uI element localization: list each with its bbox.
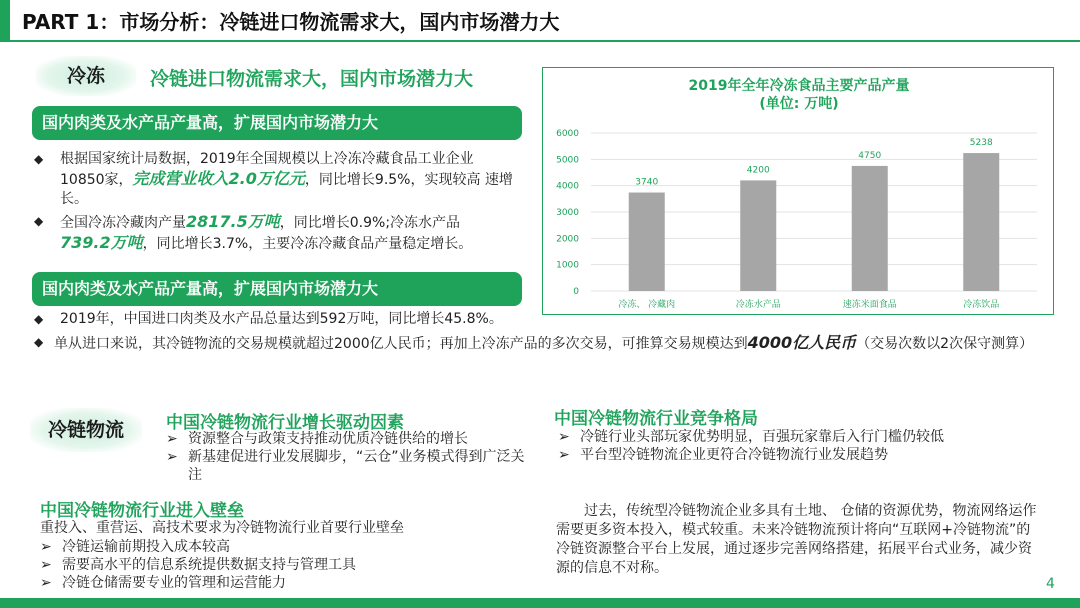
diamond-bullet-icon: ◆ [34,214,44,228]
data-label: 5238 [969,138,993,149]
bullet-enterprise-stats: ◆ 根据国家统计局数据，2019年全国规模以上冷冻冷藏食品工业企业 10850家，完成营业收入2.0万亿元，同比增长9.5%，实现较高 速增长。 [34,151,513,207]
list-item: ➢ 冷链行业头部玩家优势明显，百强玩家靠后入行门槛仍较低 [558,429,944,445]
tag-lianliu: 冷链物流 [30,408,142,452]
y-tick-label: 5000 [556,155,579,166]
barrier-lead: 重投入、重营运、高技术要求为冷链物流行业首要行业壁垒 [40,520,404,536]
y-tick-label: 0 [573,287,579,297]
data-label: 4750 [858,150,882,161]
list-item: ➢ 冷链仓储需要专业的管理和运营能力 [40,575,286,591]
banner-domestic-1: 国内肉类及水产品产量高，扩展国内市场潜力大 [32,106,522,140]
x-tick-label: 冷冻水产品 [735,300,781,310]
arrow-bullet-icon: ➢ [558,447,570,463]
chart-subtitle: (单位: 万吨) [759,96,839,112]
arrow-bullet-icon: ➢ [166,449,178,465]
bar [852,166,888,291]
banner-domestic-2: 国内肉类及水产品产量高，扩展国内市场潜力大 [32,272,522,306]
arrow-bullet-icon: ➢ [166,431,178,447]
section-heading: 冷链进口物流需求大，国内市场潜力大 [150,68,474,90]
compete-heading: 中国冷链物流行业竞争格局 [554,409,758,429]
y-tick-label: 4000 [556,181,579,192]
y-tick-label: 2000 [556,234,579,245]
chart-svg [543,68,1055,316]
x-tick-label: 速冻米面食品 [842,300,897,310]
y-tick-label: 6000 [556,129,579,139]
list-item: ➢ 新基建促进行业发展脚步，“云仓”业务模式得到广泛关注 [166,449,525,483]
diamond-bullet-icon: ◆ [34,152,44,166]
bar [740,180,776,291]
data-label: 3740 [635,177,659,188]
arrow-bullet-icon: ➢ [40,557,52,573]
y-tick-label: 1000 [556,260,579,271]
page-number: 4 [1046,576,1055,592]
chart-title: 2019年全年冷冻食品主要产品产量 [688,78,910,94]
x-tick-label: 冷冻饮品 [963,300,1000,310]
bar [629,193,665,291]
tag-lengdong: 冷冻 [36,56,136,96]
bullet-production-stats: ◆ 全国冷冻冷藏肉产量2817.5万吨，同比增长0.9%;冷冻水产品 739.2万吨，同比增长3.7%，主要冷冻冷藏食品产量稳定增长。 [34,212,473,252]
header-accent [0,0,10,42]
y-tick-label: 3000 [556,208,579,218]
bar [963,153,999,291]
drive-list [166,430,526,484]
arrow-bullet-icon: ➢ [558,429,570,445]
compete-list [558,428,1038,464]
outlook-paragraph: 过去，传统型冷链物流企业多具有土地、 仓储的资源优势，物流网络运作需要更多资本投入，模式较重。未来冷链物流预计将向“互联网+冷链物流”的冷链资源整合平台上发展，通过逐步完善网络搭建，拓展平台式业务，减少资源的信息不对称。 [556,503,1037,576]
list-item: ➢ 需要高水平的信息系统提供数据支持与管理工具 [40,557,356,573]
list-item: ➢ 资源整合与政策支持推动优质冷链供给的增长 [166,431,468,447]
diamond-bullet-icon: ◆ [34,335,44,349]
drive-heading: 中国冷链物流行业增长驱动因素 [166,413,404,433]
page-title: PART 1：市场分析：冷链进口物流需求大，国内市场潜力大 [22,10,560,34]
bullet-trade-scale: ◆ 单从进口来说，其冷链物流的交易规模就超过2000亿人民币；再加上冷冻产品的多次交易，可推算交易规模达到4000亿人民币（交易次数以2次保守测算） [34,333,1034,352]
arrow-bullet-icon: ➢ [40,539,52,555]
x-tick-label: 冷冻、 冷藏肉 [618,300,676,310]
data-label: 4200 [746,165,770,176]
arrow-bullet-icon: ➢ [40,575,52,591]
diamond-bullet-icon: ◆ [34,312,44,326]
barrier-heading: 中国冷链物流行业进入壁垒 [40,501,244,521]
list-item: ➢ 冷链运输前期投入成本较高 [40,539,230,555]
production-chart [542,67,1054,315]
barrier-list [40,538,480,592]
list-item: ➢ 平台型冷链物流企业更符合冷链物流行业发展趋势 [558,447,888,463]
bullet-import-stats: ◆ 2019年，中国进口肉类及水产品总量达到592万吨，同比增长45.8%。 [34,311,503,327]
footer-bar [0,598,1080,608]
